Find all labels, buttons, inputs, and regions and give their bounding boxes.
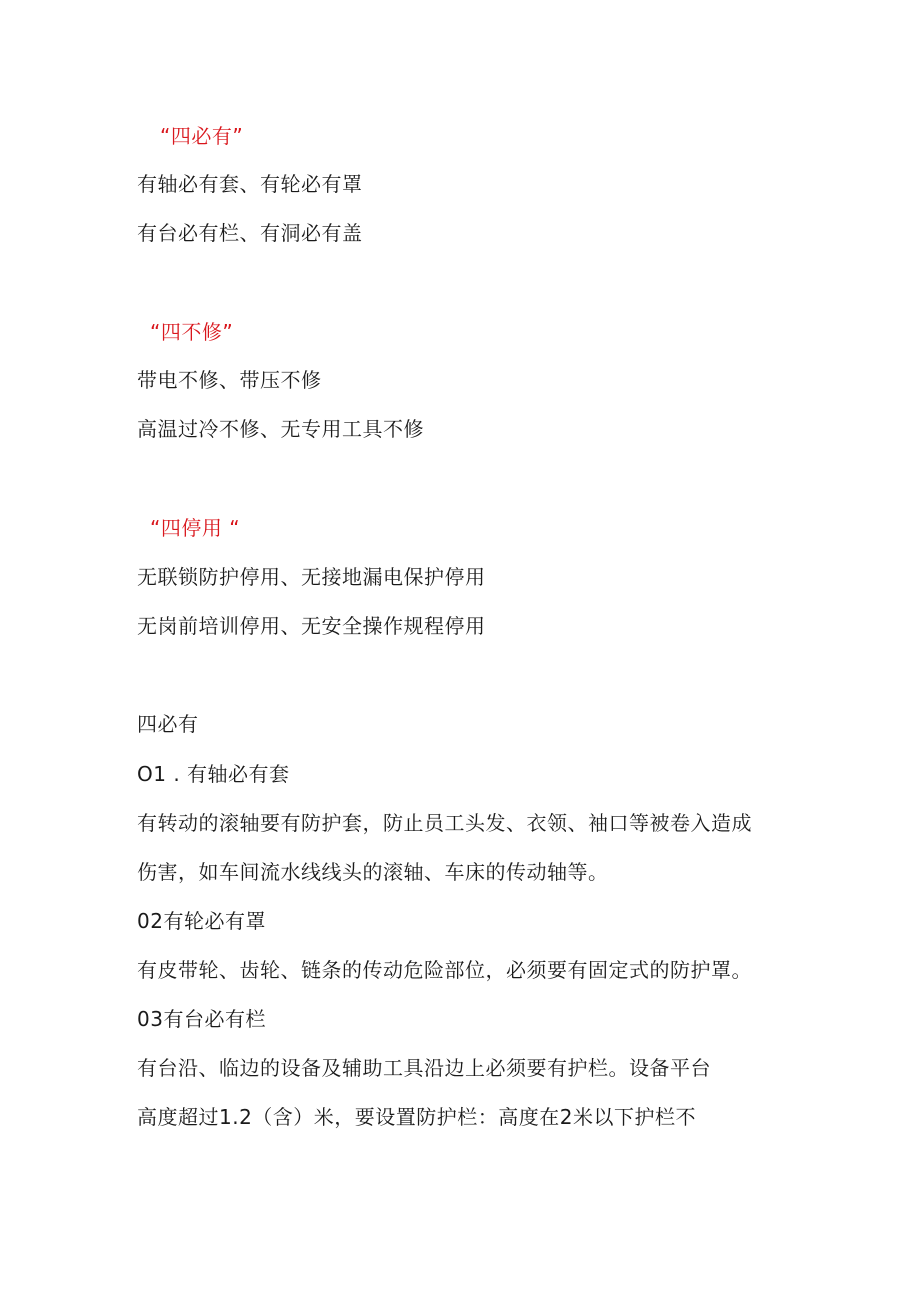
section-line: 带电不修、带压不修 <box>137 368 322 392</box>
item-paragraph-line: 伤害，如车间流水线线头的滚轴、车床的传动轴等。 <box>137 860 609 884</box>
item-paragraph-line: 有台沿、临边的设备及辅助工具沿边上必须要有护栏。设备平台 <box>137 1056 711 1080</box>
section-line: 高温过冷不修、无专用工具不修 <box>137 417 424 441</box>
item-heading-02: 02有轮必有罩 <box>137 909 266 933</box>
section-title-four-stop-use: “四停用 “ <box>150 516 241 540</box>
section-line: 无岗前培训停用、无安全操作规程停用 <box>137 614 486 638</box>
section-line: 有轴必有套、有轮必有罩 <box>137 172 363 196</box>
item-paragraph-line: 有皮带轮、齿轮、链条的传动危险部位，必须要有固定式的防护罩。 <box>137 958 752 982</box>
section-line: 有台必有栏、有洞必有盖 <box>137 221 363 245</box>
detail-title: 四必有 <box>137 712 199 736</box>
section-line: 无联锁防护停用、无接地漏电保护停用 <box>137 565 486 589</box>
item-paragraph-line: 有转动的滚轴要有防护套，防止员工头发、衣领、袖口等被卷入造成 <box>137 811 752 835</box>
section-title-four-must-have: “四必有” <box>160 124 244 148</box>
item-paragraph-line: 高度超过1.2（含）米，要设置防护栏：高度在2米以下护栏不 <box>137 1105 697 1129</box>
item-heading-01: O1 . 有轴必有套 <box>137 762 290 786</box>
item-heading-03: 03有台必有栏 <box>137 1007 266 1031</box>
section-title-four-no-repair: “四不修” <box>150 320 234 344</box>
